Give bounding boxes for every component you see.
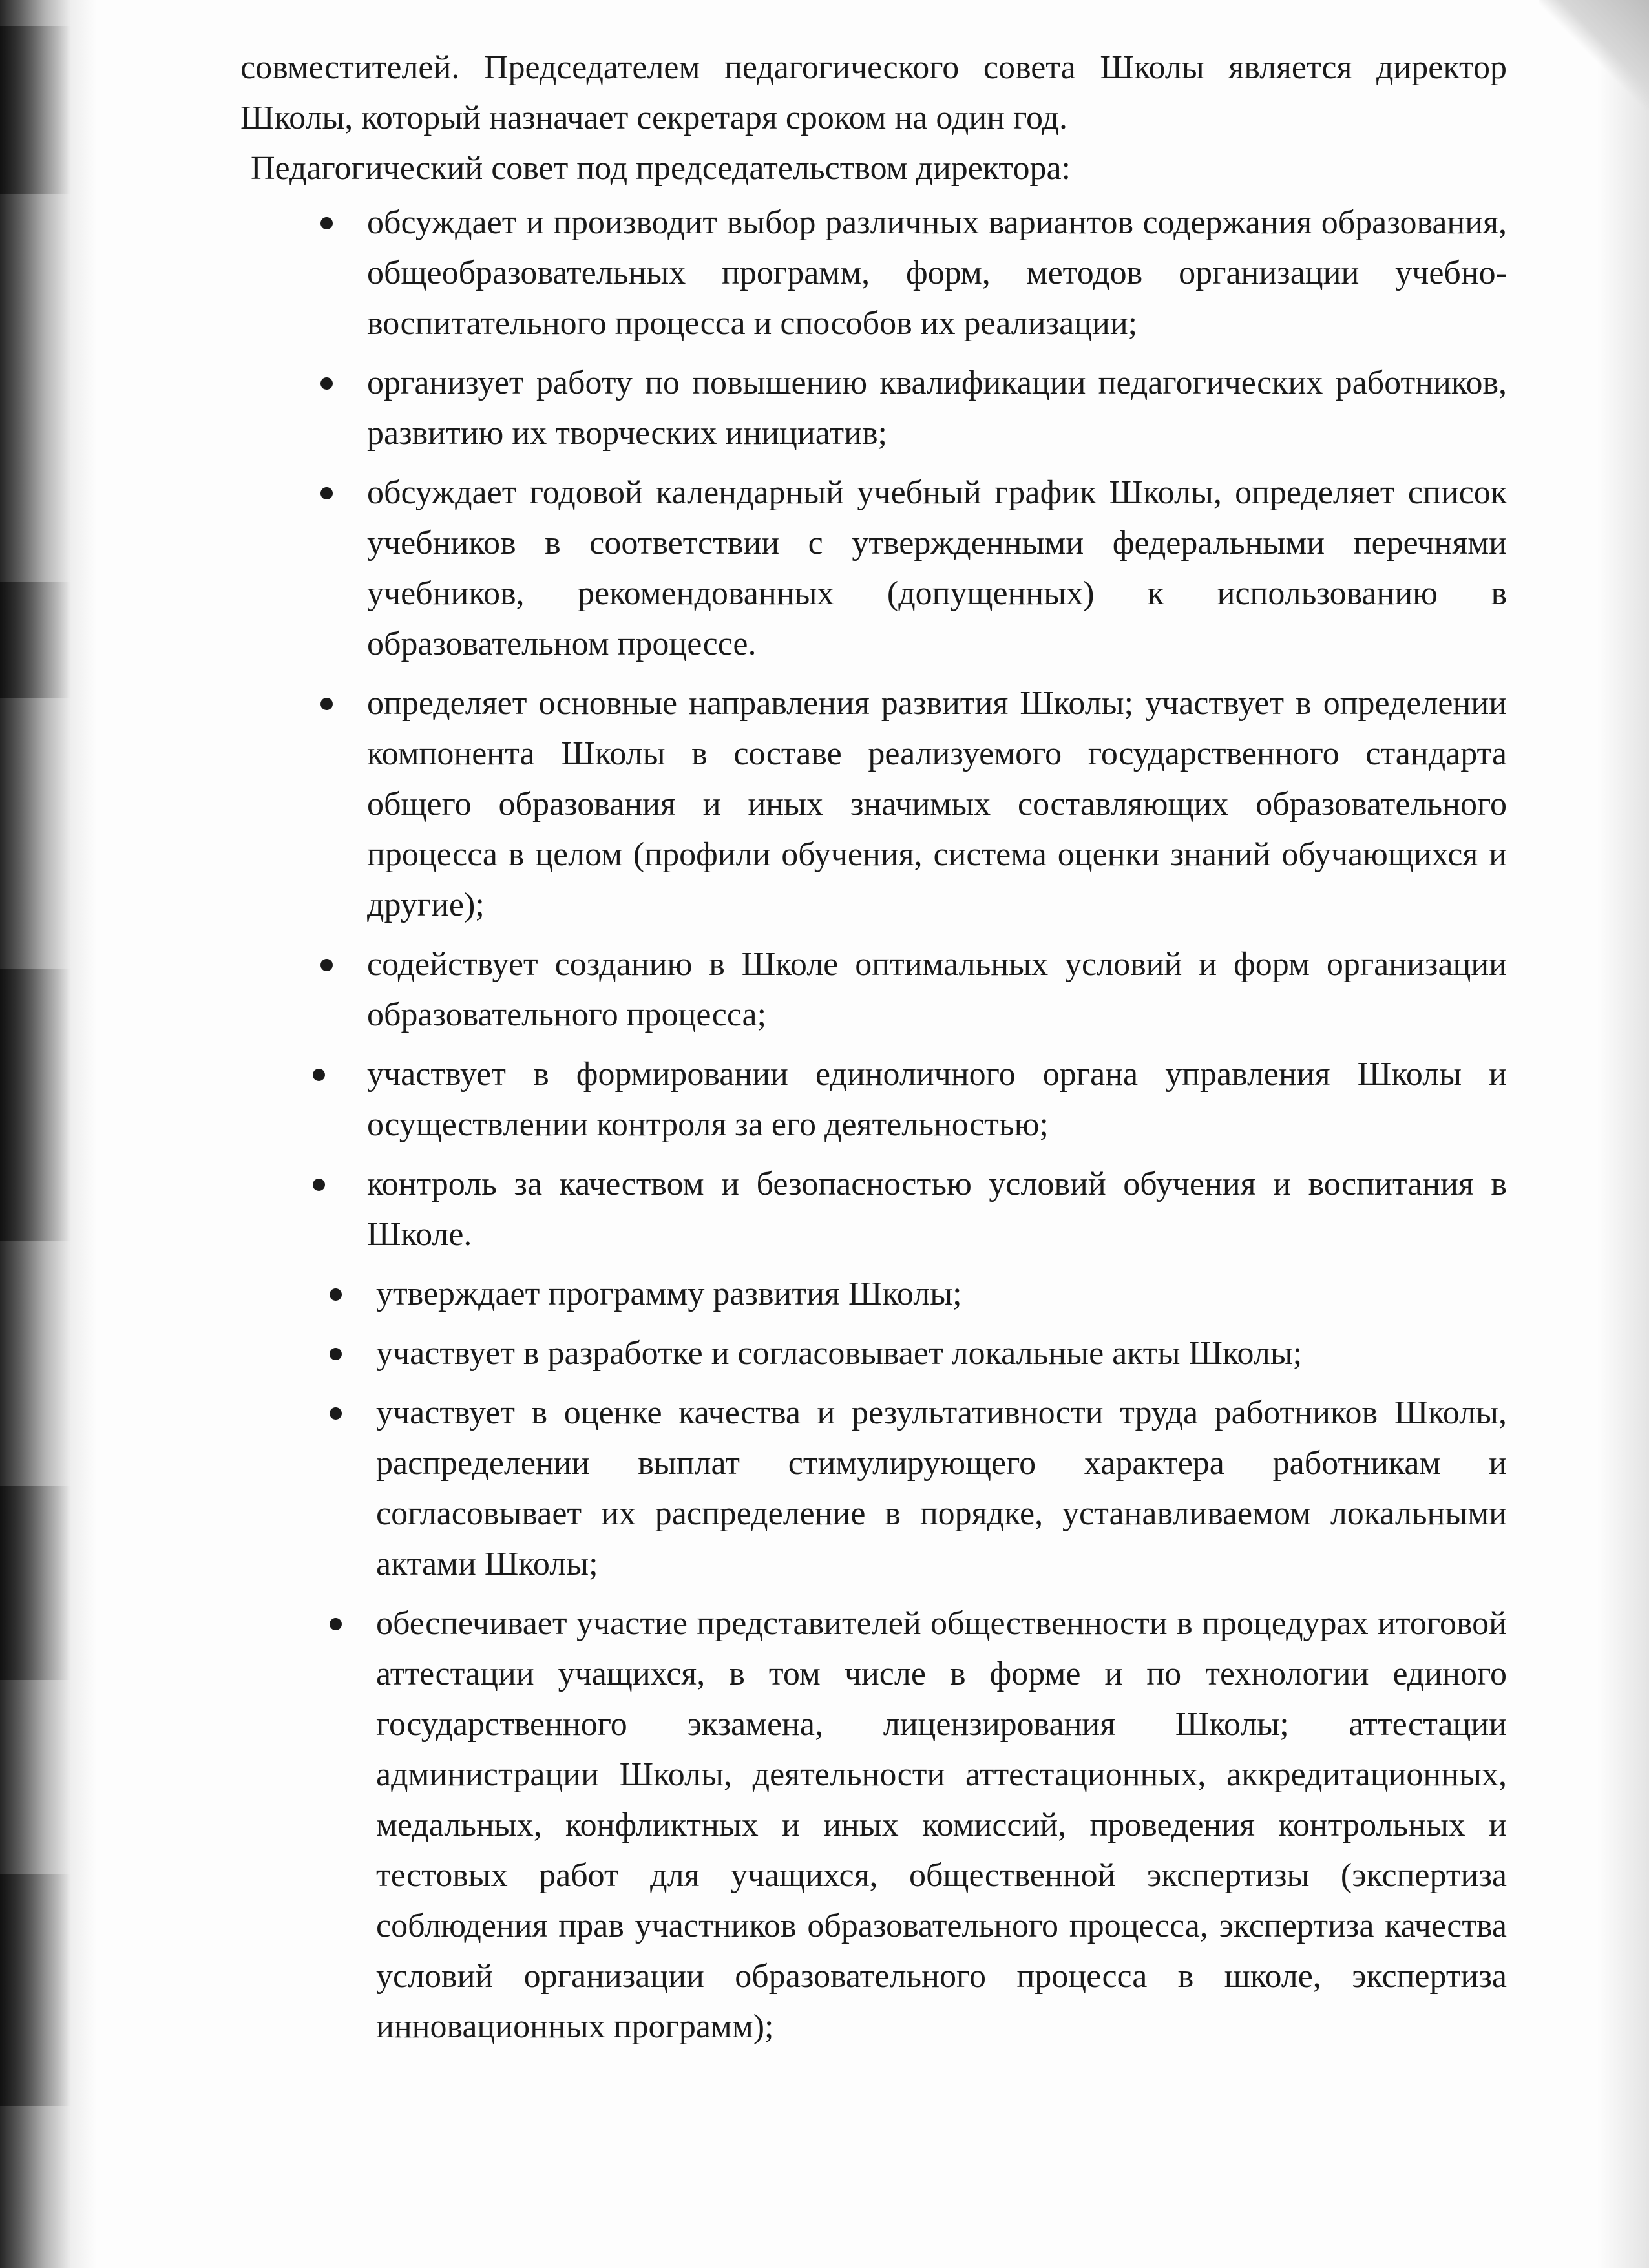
folded-corner bbox=[1539, 0, 1649, 110]
list-item-text: утверждает программу развития Школы; bbox=[376, 1276, 962, 1312]
bullet-icon bbox=[330, 1407, 342, 1420]
duties-list bbox=[240, 198, 1507, 2052]
document-body bbox=[240, 43, 1507, 2061]
list-item bbox=[240, 1049, 1507, 1150]
list-item bbox=[240, 1269, 1507, 1319]
list-item bbox=[240, 198, 1507, 349]
scan-streak bbox=[0, 969, 71, 1241]
list-item-text: обсуждает годовой календарный учебный график Школы, определяет список учебников в соответствии с утвержденными федеральными перечнями учебников, рекомендованных (допущенных) к использованию в образовательном процессе. bbox=[367, 474, 1507, 662]
list-item bbox=[240, 940, 1507, 1040]
list-item bbox=[240, 1599, 1507, 2052]
scan-streak bbox=[0, 26, 71, 194]
bullet-icon bbox=[330, 1288, 342, 1301]
list-item bbox=[240, 1328, 1507, 1379]
list-item-text: определяет основные направления развития Школы; участвует в определении компонента Школы в составе реализуемого государственного стандарта общего образования и иных значимых составляющих образовательного процесса в целом (профили обучения, система оценки знаний обучающихся и другие); bbox=[367, 685, 1507, 923]
bullet-icon bbox=[320, 959, 333, 971]
list-item-text: участвует в формировании единоличного органа управления Школы и осуществлении контроля за его деятельностью; bbox=[367, 1056, 1507, 1143]
bullet-icon bbox=[330, 1348, 342, 1360]
scan-streak bbox=[0, 582, 71, 698]
bullet-icon bbox=[313, 1069, 325, 1081]
intro-line: Педагогический совет под председательством директора: bbox=[251, 150, 1071, 187]
bullet-icon bbox=[320, 487, 333, 499]
bullet-icon bbox=[320, 217, 333, 229]
list-item-text: участвует в оценке качества и результативности труда работников Школы, распределении выплат стимулирующего характера работникам и согласовывает их распределение в порядке, устанавливаемом локальными актами Школы; bbox=[376, 1394, 1507, 1582]
list-item bbox=[240, 1159, 1507, 1260]
list-item-text: контроль за качеством и безопасностью условий обучения и воспитания в Школе. bbox=[367, 1166, 1507, 1253]
list-item-text: участвует в разработке и согласовывает локальные акты Школы; bbox=[376, 1335, 1303, 1372]
scan-shadow-right bbox=[1597, 0, 1649, 2268]
list-item-text: обсуждает и производит выбор различных вариантов содержания образования, общеобразовательных программ, форм, методов организации учебно-воспитательного процесса и способов их реализации; bbox=[367, 204, 1507, 342]
bullet-icon bbox=[320, 377, 333, 390]
list-item bbox=[240, 678, 1507, 930]
list-item-text: обеспечивает участие представителей общественности в процедурах итоговой аттестации учащихся, в том числе в форме и по технологии единого государственного экзамена, лицензирования Школы; аттестации администрации Школы, деятельности аттестационных, аккредитационных, медальных, конфликтных и иных комиссий, проведения контрольных и тестовых работ для учащихся, общественной экспертизы (экспертиза соблюдения прав участников образовательного процесса, экспертиза качества условий организации образовательного процесса в школе, экспертиза инновационных программ); bbox=[376, 1605, 1507, 2045]
list-item bbox=[240, 1388, 1507, 1590]
list-item-text: организует работу по повышению квалификации педагогических работников, развитию их творческих инициатив; bbox=[367, 364, 1507, 452]
scan-streak bbox=[0, 1874, 71, 2106]
opening-paragraph: совместителей. Председателем педагогического совета Школы является директор Школы, который назначает секретаря сроком на один год. bbox=[240, 49, 1507, 136]
scan-streak bbox=[0, 1486, 71, 1680]
bullet-icon bbox=[320, 698, 333, 710]
list-item-text: содействует созданию в Школе оптимальных условий и форм организации образовательного процесса; bbox=[367, 946, 1507, 1033]
list-item bbox=[240, 468, 1507, 669]
bullet-icon bbox=[330, 1618, 342, 1630]
bullet-icon bbox=[313, 1179, 325, 1191]
list-item bbox=[240, 358, 1507, 459]
